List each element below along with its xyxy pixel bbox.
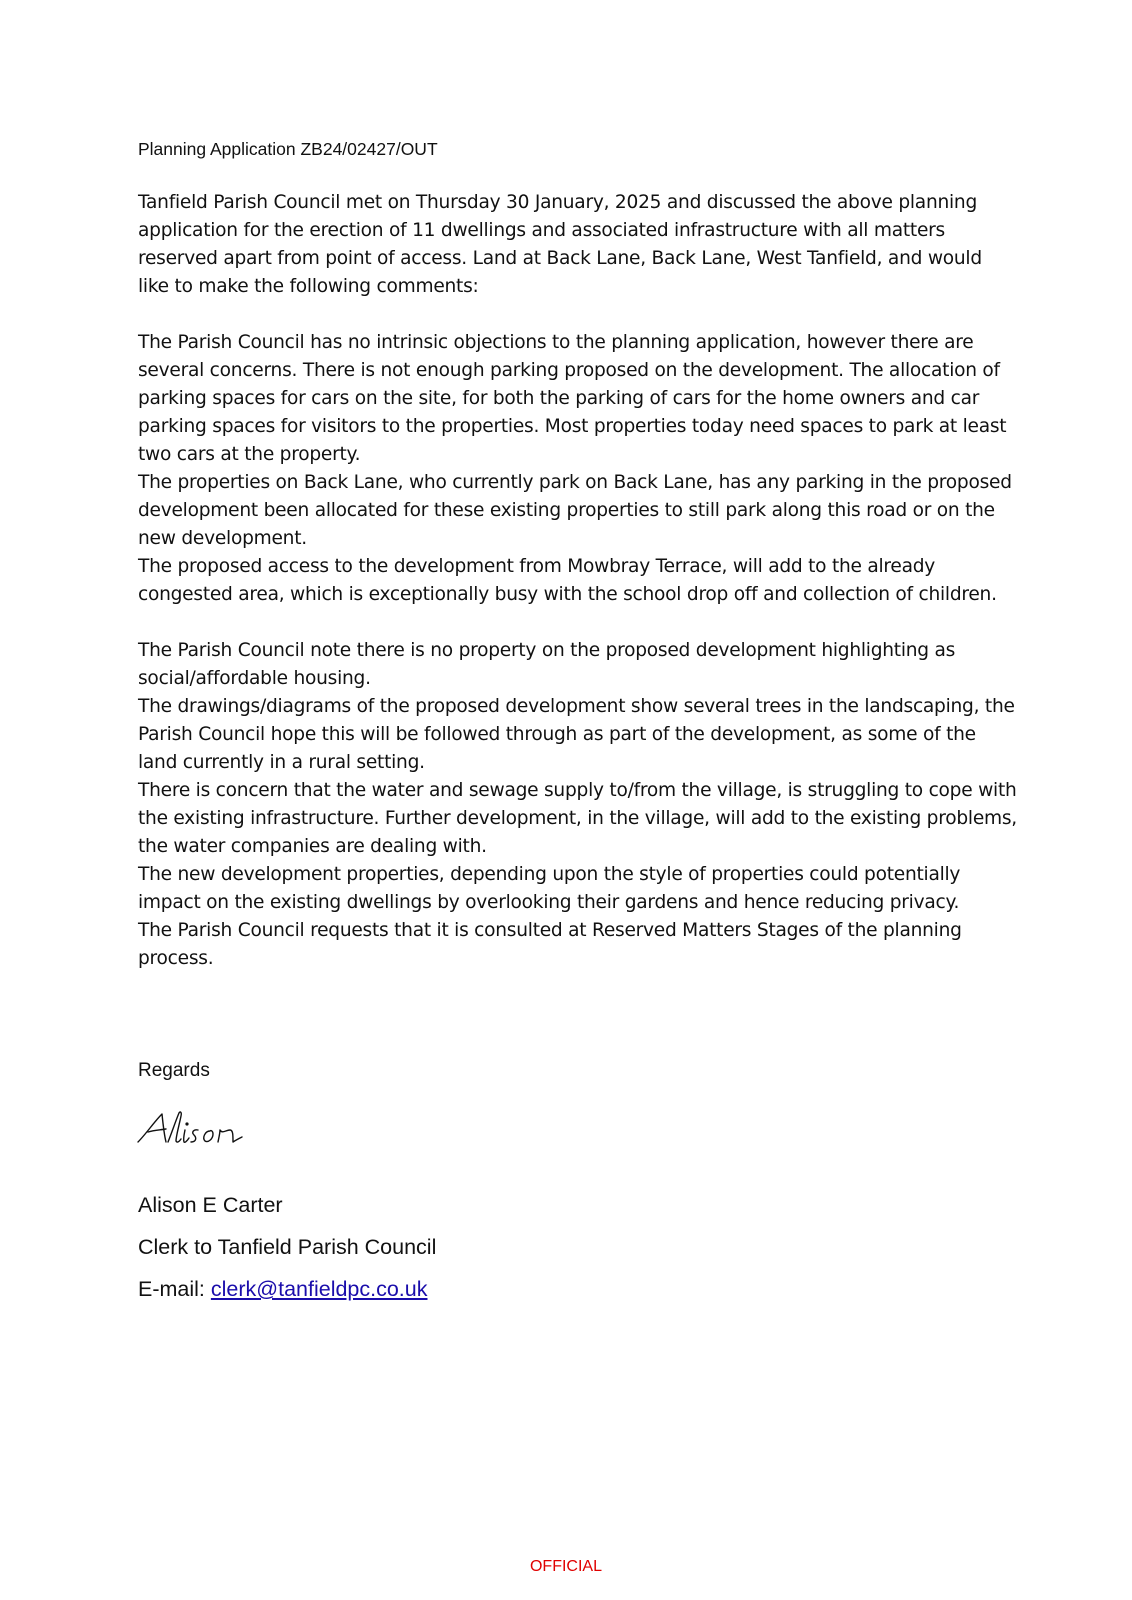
intro-paragraph: Tanfield Parish Council met on Thursday 30 January, 2025 and discussed the above planning application for the erection of 11 dwellings and associated infrastructure with all matters reserved apart from point of access. Land at Back Lane, Back Lane, West Tanfield, and would like to make the following comments: <box>138 192 982 297</box>
affordable-housing-paragraph: The Parish Council note there is no property on the proposed development highlighting as social/affordable housing. <box>138 640 956 689</box>
signatory-block <box>138 1184 436 1310</box>
water-sewage-paragraph: There is concern that the water and sewage supply to/from the village, is struggling to cope with the existing infrastructure. Further development, in the village, will add to the existing problems, the water companies are dealing with. <box>138 780 1017 857</box>
parking-concern-paragraph: The Parish Council has no intrinsic objections to the planning application, however there are several concerns. There is not enough parking proposed on the development. The allocation of parking spaces for cars on the site, for both the parking of cars for the home owners and car parking spaces for visitors to the properties. Most properties today need spaces to park at least two cars at the property. <box>138 332 1007 465</box>
email-label: E-mail: <box>138 1277 211 1301</box>
email-link[interactable]: clerk@tanfieldpc.co.uk <box>210 1277 428 1301</box>
consultation-request-paragraph: The Parish Council requests that it is consulted at Reserved Matters Stages of the planning process. <box>138 920 962 969</box>
handwritten-signature <box>136 1108 286 1158</box>
closing-regards: Regards <box>138 1060 210 1081</box>
privacy-paragraph: The new development properties, depending upon the style of properties could potentially impact on the existing dwellings by overlooking their gardens and hence reducing privacy. <box>138 864 961 913</box>
paragraph-spacer <box>138 609 1018 637</box>
paragraph-spacer <box>138 301 1018 329</box>
classification-marking: OFFICIAL <box>529 1558 602 1575</box>
letter-body <box>138 189 1018 973</box>
signatory-name: Alison E Carter <box>138 1193 283 1217</box>
back-lane-parking-paragraph: The properties on Back Lane, who currently park on Back Lane, has any parking in the proposed development been allocated for these existing properties to still park along this road or on the new development. <box>138 472 1012 549</box>
landscaping-paragraph: The drawings/diagrams of the proposed development show several trees in the landscaping, the Parish Council hope this will be followed through as part of the development, as some of the land currently in a rural setting. <box>138 696 1015 773</box>
access-concern-paragraph: The proposed access to the development from Mowbray Terrace, will add to the already congested area, which is exceptionally busy with the school drop off and collection of children. <box>138 556 997 605</box>
planning-application-heading: Planning Application ZB24/02427/OUT <box>138 139 438 159</box>
signatory-title: Clerk to Tanfield Parish Council <box>138 1235 437 1259</box>
email-line <box>138 1268 436 1310</box>
